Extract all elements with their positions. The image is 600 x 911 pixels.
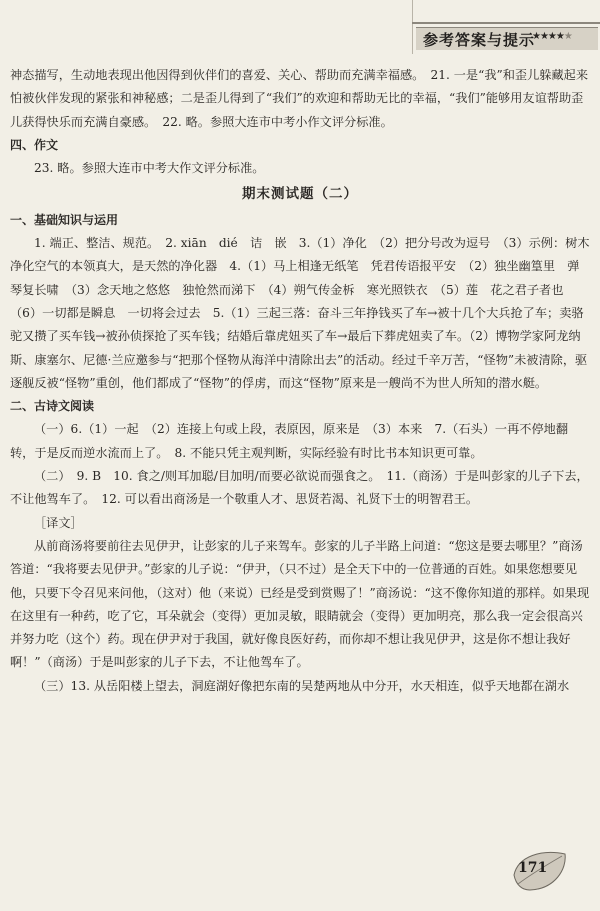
translation-paragraph: 从前商汤将要前往去见伊尹，让彭家的儿子来驾车。彭家的儿子半路上问道：“您这是要去哪里？”商汤答道：“我将要去见伊尹。”彭家的儿子说：“伊尹，（只不过）是全天下中的一位普通的百姓。如果您想要见他，只要下令召见来问他，（这对）他（来说）已经是受到赏赐了！”商汤说：“这不像你知道的那样。如果现在这里有一种药，吃了它，耳朵就会（变得）更加灵敏，眼睛就会（变得）更加明亮，那么我一定会很高兴并努力吃（这个）药。现在伊尹对于我国，就好像良医好药，而你却不想让我见伊尹，这是你不想让我好啊！”（商汤）于是叫彭家的儿子下去，不让他驾车了。 [10,538,590,670]
header-stars-light: ★ [563,31,572,42]
exam-title: 期末测试题（二） [242,186,358,203]
answer-paragraph-two: （二） 9. B 10. 食之/则耳加聪/目加明/而要必欲说而强食之。 11.（商汤）于是叫彭家的儿子下去，不让他驾车了。 12. 可以看出商汤是一个敬重人才、思贤若渴、礼贤下士的明智君王。 [10,469,589,507]
answer-paragraph-23: 23. 略。参照大连市中考大作文评分标准。 [34,161,265,176]
section-title-classical: 二、古诗文阅读 [10,399,95,414]
translation-label: ［译文］ [34,515,83,530]
page-number-badge [510,846,572,896]
answer-paragraph-p1: 神态描写，生动地表现出他因得到伙伴们的喜爱、关心、帮助而充满幸福感。 21. 一是“我”和歪儿躲藏起来怕被伙伴发现的紧张和神秘感；二是歪儿得到了“我们”的欢迎和帮助无比的幸福，“我们”能够用友谊帮助歪儿获得快乐而充满自豪感。 22. 略。参照大连市中考小作文评分标准。 [10,68,589,129]
header-title: 参考答案与提示 [423,31,536,49]
section-title-composition: 四、作文 [10,137,59,152]
header-divider [412,22,600,24]
section-title-basic: 一、基础知识与运用 [10,212,119,227]
answer-paragraph-three: （三）13. 从岳阳楼上望去，洞庭湖好像把东南的吴楚两地从中分开，水天相连，似乎天地都在湖水 [34,678,570,693]
answer-paragraph-one: （一）6.（1）一起 （2）连接上句或上段，表原因，原来是 （3）本来 7.（石头）一再不停地翻转，于是反而逆水流而上了。 8. 不能只凭主观判断，实际经验有时比书本知识更可靠。 [10,422,569,460]
page-number: 171 [518,860,548,876]
answer-paragraph-basic: 1. 端正、整洁、规范。 2. xiān dié 诘 嵌 3.（1）净化 （2）把分号改为逗号 （3）示例：树木净化空气的本领真大，是天然的净化器 4.（1）马上相逢无纸笔 凭君传语报平安 （2）独坐幽篁里 弹琴复长啸 （3）念天地之悠悠 独怆然而涕下 （4）朔气传金柝 寒光照铁衣 （5）莲 花之君子者也 （6）一切都是瞬息 一切将会过去 5.（1）三起三落：奋斗三年挣钱买了车→被十几个大兵抢了车；卖骆驼又攒了买车钱→被孙侦探抢了买车钱；结婚后靠虎妞买了车→最后下葬虎妞卖了车。（2）博物学家阿龙纳斯、康塞尔、尼德·兰应邀参与“把那个怪物从海洋中清除出去”的活动。经过千辛万苦，“怪物”未被清除，驱逐舰反被“怪物”重创，他们都成了“怪物”的俘虏，而这“怪物”原来是一艘尚不为世人所知的潜水艇。 [10,236,590,390]
answer-content [10,64,590,698]
header-stars-dark: ★★★★ [532,31,564,42]
header-stars [532,31,572,42]
